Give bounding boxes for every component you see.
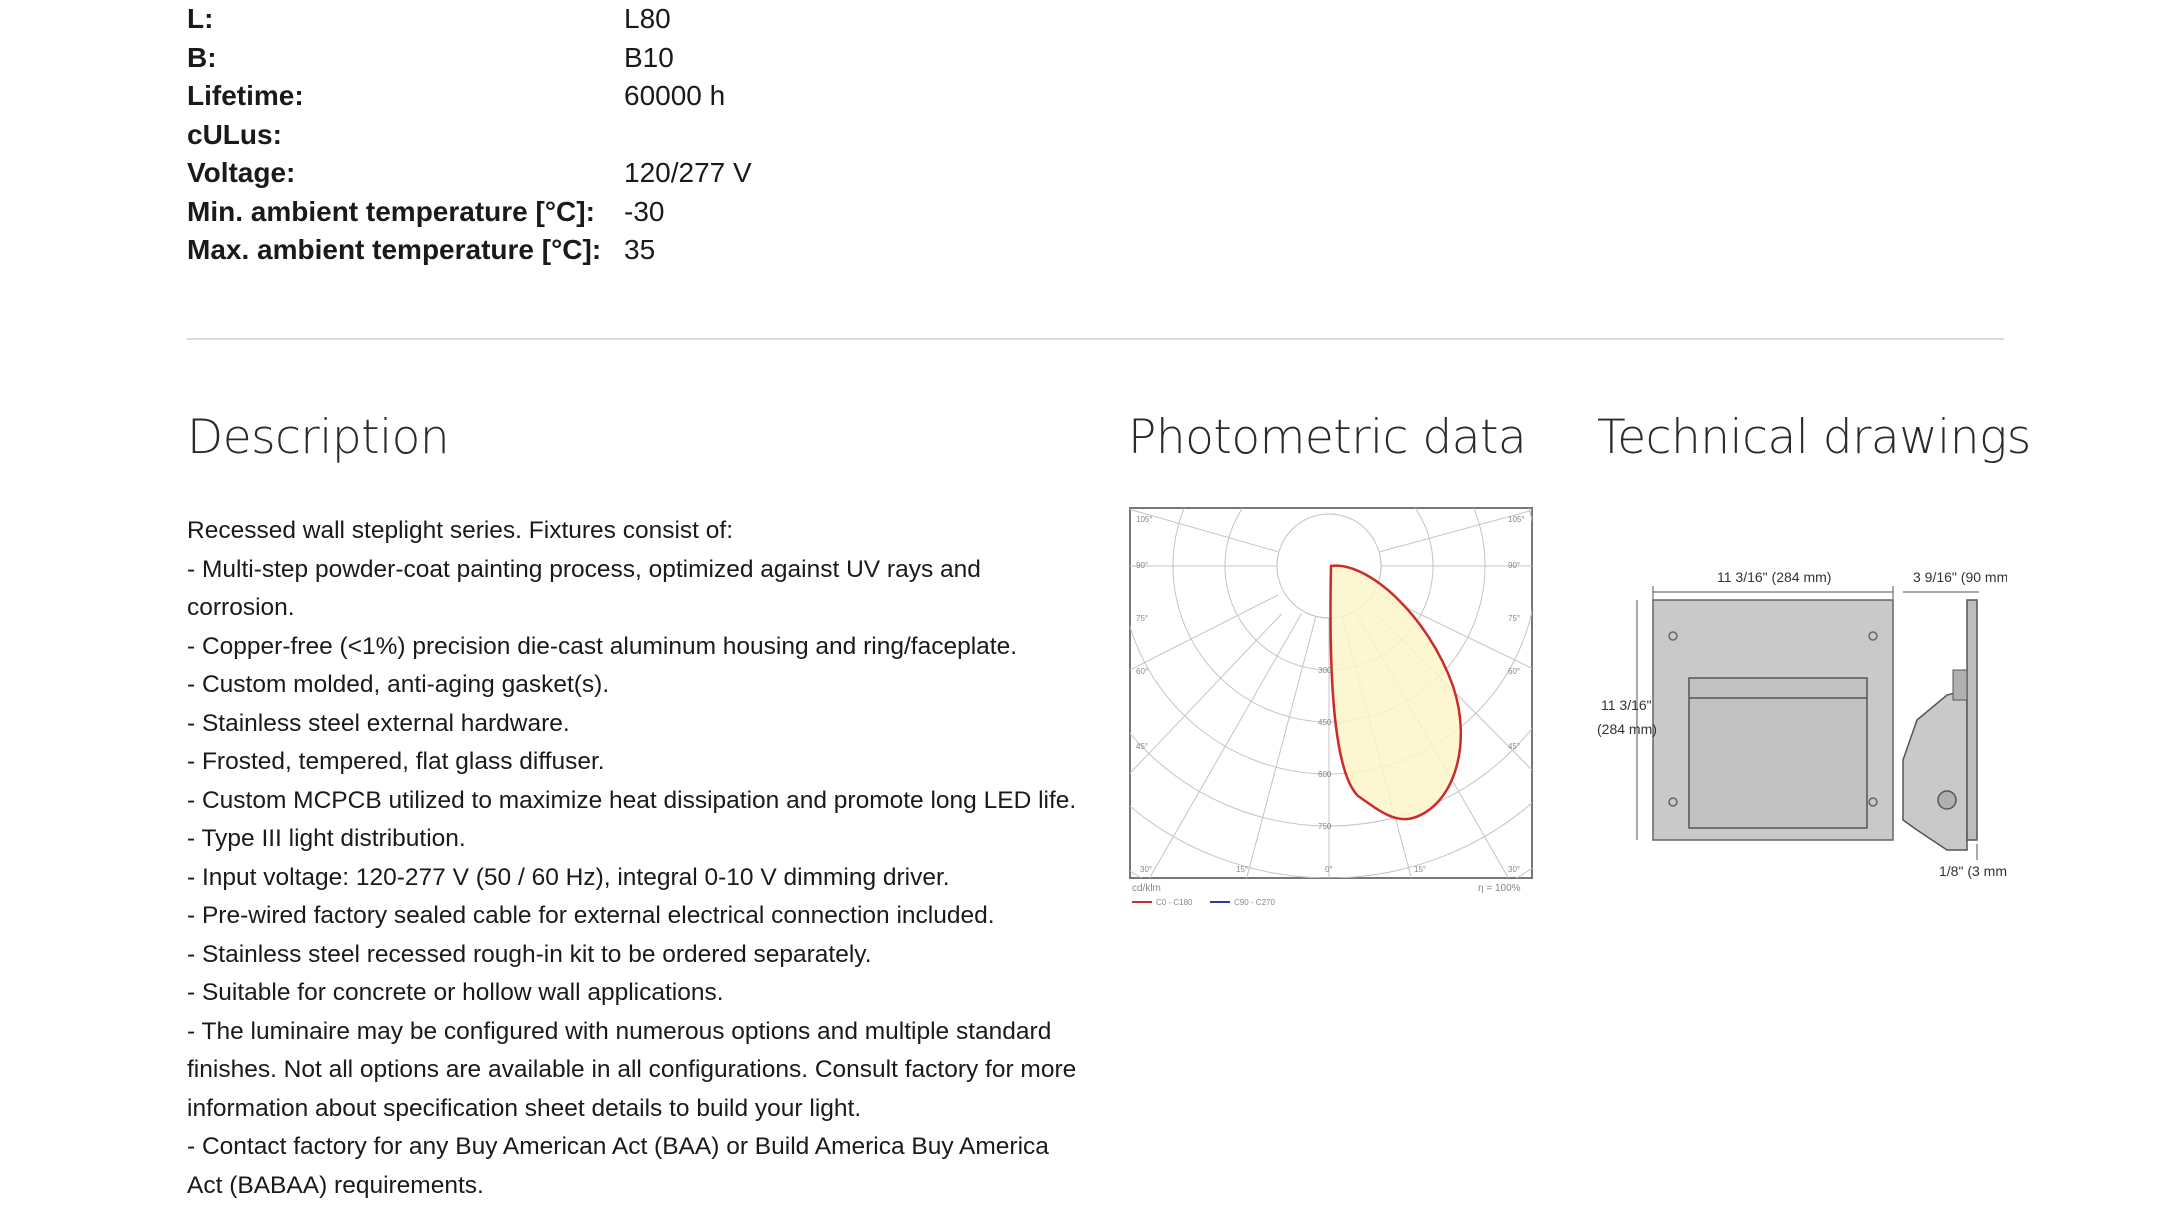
- technical-heading: Technical drawings: [1597, 410, 2031, 465]
- description-line: - Suitable for concrete or hollow wall applications.: [187, 979, 724, 1006]
- angle-label: 15°: [1236, 865, 1249, 874]
- angle-label: 105°: [1136, 515, 1153, 524]
- legend-label: C0 - C180: [1156, 898, 1193, 907]
- radial-label: 750: [1318, 822, 1332, 831]
- angle-label: 90°: [1508, 561, 1521, 570]
- description-line: - Custom MCPCB utilized to maximize heat dissipation and promote long LED life.: [187, 786, 1077, 814]
- angle-label: 60°: [1136, 667, 1149, 676]
- description-line: - Custom molded, anti-aging gasket(s).: [187, 671, 610, 698]
- description-line: - Multi-step powder-coat painting process, optimized against UV rays and corrosion.: [187, 555, 981, 621]
- spec-row: [187, 116, 752, 155]
- height-dimension-label: (284 mm): [1597, 721, 1657, 737]
- description-line: - Frosted, tempered, flat glass diffuser.: [187, 748, 605, 775]
- description-line: - Type III light distribution.: [187, 825, 466, 852]
- dimension-drawing: [1597, 560, 2007, 880]
- angle-label: 90°: [1136, 561, 1149, 570]
- polar-chart: [1128, 506, 1538, 911]
- spec-label: L:: [187, 3, 214, 35]
- spec-value: -30: [624, 195, 665, 227]
- spec-table: [187, 0, 752, 270]
- spec-row: [187, 39, 752, 78]
- spec-label: cULus:: [187, 118, 282, 150]
- radial-label: 600: [1318, 770, 1332, 779]
- description-line: - The luminaire may be configured with numerous options and multiple standard finishes. Not all options are available in all configurations. Consult factory for more information about specification sheet details to build your light.: [187, 1017, 1077, 1122]
- spec-label: Voltage:: [187, 157, 296, 189]
- angle-label: 15°: [1414, 865, 1427, 874]
- description-line: - Stainless steel external hardware.: [187, 709, 570, 737]
- spec-value: 60000 h: [624, 80, 726, 112]
- angle-label: 30°: [1140, 865, 1153, 874]
- description-line: - Pre-wired factory sealed cable for external electrical connection included.: [187, 902, 995, 929]
- spec-label: B:: [187, 41, 217, 73]
- description-text: [187, 512, 1077, 1205]
- spec-label: Min. ambient temperature [°C]:: [187, 195, 595, 227]
- flange-side-view: [1967, 600, 1977, 840]
- unit-label: cd/klm: [1132, 883, 1161, 894]
- technical-drawing: [1597, 560, 2007, 880]
- spec-value: 120/277 V: [624, 157, 752, 189]
- height-dimension-label: 11 3/16": [1601, 697, 1652, 713]
- louver-front: [1689, 678, 1867, 828]
- description-line: - Contact factory for any Buy American Act (BAA) or Build America Buy America Act (BABAA) requirements.: [187, 1133, 1049, 1199]
- angle-label: 75°: [1508, 614, 1521, 623]
- flange-dimension-label: 1/8" (3 mm): [1939, 863, 2007, 879]
- description-line: Recessed wall steplight series. Fixtures consist of:: [187, 517, 734, 544]
- angle-label: 105°: [1508, 515, 1525, 524]
- spec-row: [187, 154, 752, 193]
- angle-label: 60°: [1508, 667, 1521, 676]
- spec-label: Max. ambient temperature [°C]:: [187, 234, 602, 266]
- section-divider: [187, 338, 2004, 340]
- width-dimension-label: 11 3/16" (284 mm): [1717, 569, 1832, 585]
- angle-label: 0°: [1325, 865, 1333, 874]
- radial-label: 450: [1318, 718, 1332, 727]
- spec-row: [187, 0, 752, 39]
- spec-row: [187, 77, 752, 116]
- angle-label: 45°: [1508, 742, 1521, 751]
- housing-side-view: [1903, 690, 1967, 850]
- photometric-heading: Photometric data: [1128, 410, 1527, 465]
- description-line: - Copper-free (<1%) precision die-cast aluminum housing and ring/faceplate.: [187, 632, 1018, 660]
- angle-label: 45°: [1136, 742, 1149, 751]
- description-line: - Stainless steel recessed rough-in kit to be ordered separately.: [187, 940, 872, 968]
- description-line: - Input voltage: 120-277 V (50 / 60 Hz), integral 0-10 V dimming driver.: [187, 863, 950, 891]
- efficiency-label: η = 100%: [1478, 883, 1521, 894]
- depth-dimension-label: 3 9/16" (90 mm): [1913, 569, 2007, 585]
- angle-label: 30°: [1508, 865, 1521, 874]
- photometric-diagram: [1128, 506, 1538, 911]
- spec-row: [187, 193, 752, 232]
- legend-label: C90 - C270: [1234, 898, 1275, 907]
- description-heading: Description: [187, 410, 450, 465]
- radial-label: 300: [1318, 666, 1332, 675]
- spec-value: 35: [624, 234, 656, 266]
- spec-value: L80: [624, 3, 671, 35]
- spec-label: Lifetime:: [187, 80, 304, 112]
- angle-label: 75°: [1136, 614, 1149, 623]
- spec-value: B10: [624, 41, 674, 73]
- spec-row: [187, 231, 752, 270]
